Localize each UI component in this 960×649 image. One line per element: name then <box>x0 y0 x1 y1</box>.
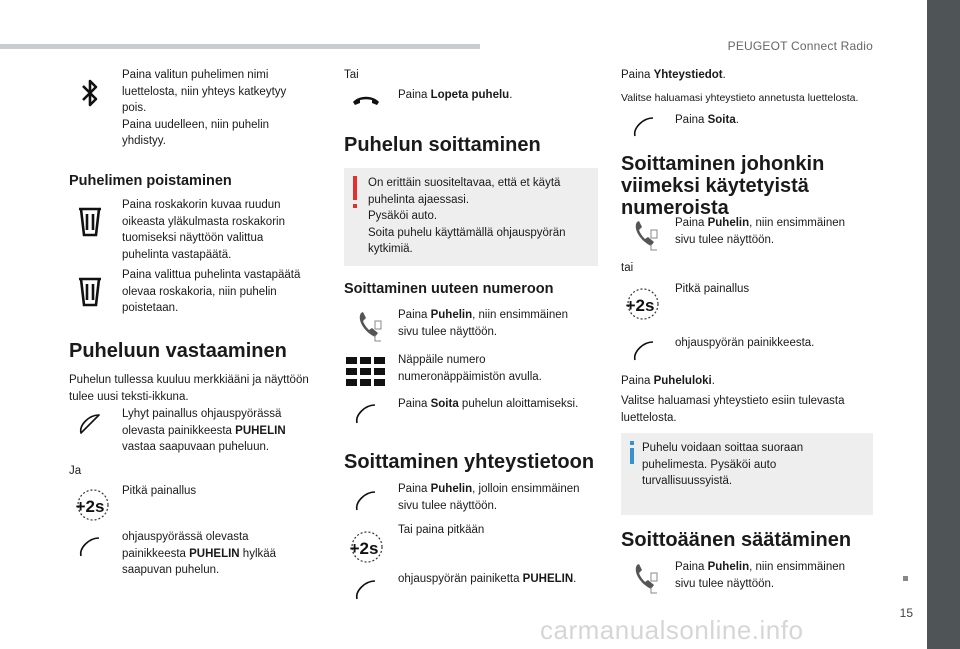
soita-text: Paina Soita. <box>675 114 739 126</box>
phone-app-icon <box>624 215 664 255</box>
phone-handset-icon <box>346 394 386 434</box>
trash-icon <box>70 272 110 312</box>
heading-answer-call: Puheluun vastaaminen <box>69 340 287 362</box>
long-press-2s-icon <box>342 526 386 566</box>
heading-recent-numbers: Soittaminen johonkin viimeksi käytetyistä numeroista <box>621 153 825 219</box>
info-callout <box>621 433 873 515</box>
phone-handset-icon <box>70 404 110 444</box>
contacts-text: Paina Yhteystiedot. <box>621 69 726 81</box>
short-press-text: Lyhyt painallus ohjauspyörässä olevasta painikkeesta PUHELIN vastaa saapuvaan puheluun. <box>122 408 286 453</box>
long-press-2s-icon <box>618 283 662 323</box>
recent-long-press-text: Pitkä painallus <box>675 283 750 295</box>
end-call-icon <box>346 80 386 120</box>
new-step-3: Paina Soita puhelun aloittamiseksi. <box>398 398 579 410</box>
trash-icon <box>70 202 110 242</box>
new-step-1: Paina Puhelin, niin ensimmäinen sivu tulee näyttöön. <box>398 309 569 338</box>
phone-handset-icon <box>624 331 664 371</box>
select-contact-text: Valitse haluamasi yhteystieto annetusta luettelosta. <box>621 92 859 104</box>
heading-delete-phone: Puhelimen poistaminen <box>69 173 232 189</box>
heading-new-number: Soittaminen uuteen numeroon <box>344 281 554 297</box>
page-sidebar <box>927 0 960 649</box>
contact-step-3: ohjauspyörän painiketta PUHELIN. <box>398 573 577 585</box>
tai-label: Tai <box>344 69 359 81</box>
select-log-text: Valitse haluamasi yhteystieto esiin tulevasta luettelosta. <box>621 395 845 424</box>
top-rule <box>0 44 480 49</box>
svg-text:+2s: +2s <box>75 497 105 516</box>
phone-handset-icon <box>624 107 664 147</box>
page-number: 15 <box>899 606 913 620</box>
end-call-text: Paina Lopeta puhelu. <box>398 89 513 101</box>
answer-intro: Puhelun tullessa kuuluu merkkiääni ja näyttöön tulee uusi teksti-ikkuna. <box>69 374 309 403</box>
heading-call-contact: Soittaminen yhteystietoon <box>344 451 595 473</box>
keypad-icon <box>346 352 386 392</box>
long-press-2s-icon <box>68 484 112 524</box>
new-step-2: Näppäile numero numeronäppäimistön avulla. <box>398 354 542 383</box>
phone-app-icon <box>348 306 388 346</box>
info-text: Puhelu voidaan soittaa suoraan puhelimesta. Pysäköi auto turvallisuussyistä. <box>642 442 804 487</box>
recent-step-2: ohjauspyörän painikkeesta. <box>675 337 815 349</box>
warning-mark <box>353 176 357 200</box>
phone-handset-icon <box>346 570 386 610</box>
ja-label: Ja <box>69 465 82 477</box>
long-press-text: Pitkä painallus <box>122 485 197 497</box>
bluetooth-icon <box>70 73 110 113</box>
call-log-text: Paina Puheluloki. <box>621 375 715 387</box>
svg-text:+2s: +2s <box>349 539 379 558</box>
end-marker <box>903 576 908 581</box>
watermark: carmanualsonline.info <box>540 615 804 645</box>
warning-callout <box>344 168 598 266</box>
info-mark <box>630 441 634 445</box>
reject-text: ohjauspyörässä olevasta painikkeesta PUHELIN hylkää saapuvan puhelun. <box>122 531 277 576</box>
contact-step-1: Paina Puhelin, jolloin ensimmäinen sivu tulee näyttöön. <box>398 483 580 512</box>
ringtone-step-1: Paina Puhelin, niin ensimmäinen sivu tulee näyttöön. <box>675 561 846 590</box>
phone-handset-icon <box>346 481 386 521</box>
recent-step-1: Paina Puhelin, niin ensimmäinen sivu tulee näyttöön. <box>675 217 846 246</box>
heading-ringtone: Soittoäänen säätäminen <box>621 529 852 551</box>
bluetooth-text: Paina valitun puhelimen nimi luettelosta, niin yhteys katkeytyy pois. Paina uudelleen, niin puhelin yhdistyy. <box>122 69 287 147</box>
delete-step-2: Paina valittua puhelinta vastapäätä olevaa roskakoria, niin puhelin poistetaan. <box>122 269 301 314</box>
warning-text: On erittäin suositeltavaa, että et käytä puhelinta ajaessasi. Pysäköi auto. Soita puhelu käyttämällä ohjauspyörän kytkimiä. <box>368 177 566 255</box>
svg-text:+2s: +2s <box>625 296 655 315</box>
delete-step-1: Paina roskakorin kuvaa ruudun oikeasta yläkulmasta roskakorin tuomiseksi näyttöön valittua puhelinta vastapäätä. <box>122 199 285 261</box>
phone-handset-icon <box>70 527 110 567</box>
header-brand: PEUGEOT Connect Radio <box>727 39 873 53</box>
heading-make-call: Puhelun soittaminen <box>344 134 541 156</box>
tai-label-2: tai <box>621 262 634 274</box>
phone-app-icon <box>624 558 664 598</box>
contact-step-2: Tai paina pitkään <box>398 524 485 536</box>
